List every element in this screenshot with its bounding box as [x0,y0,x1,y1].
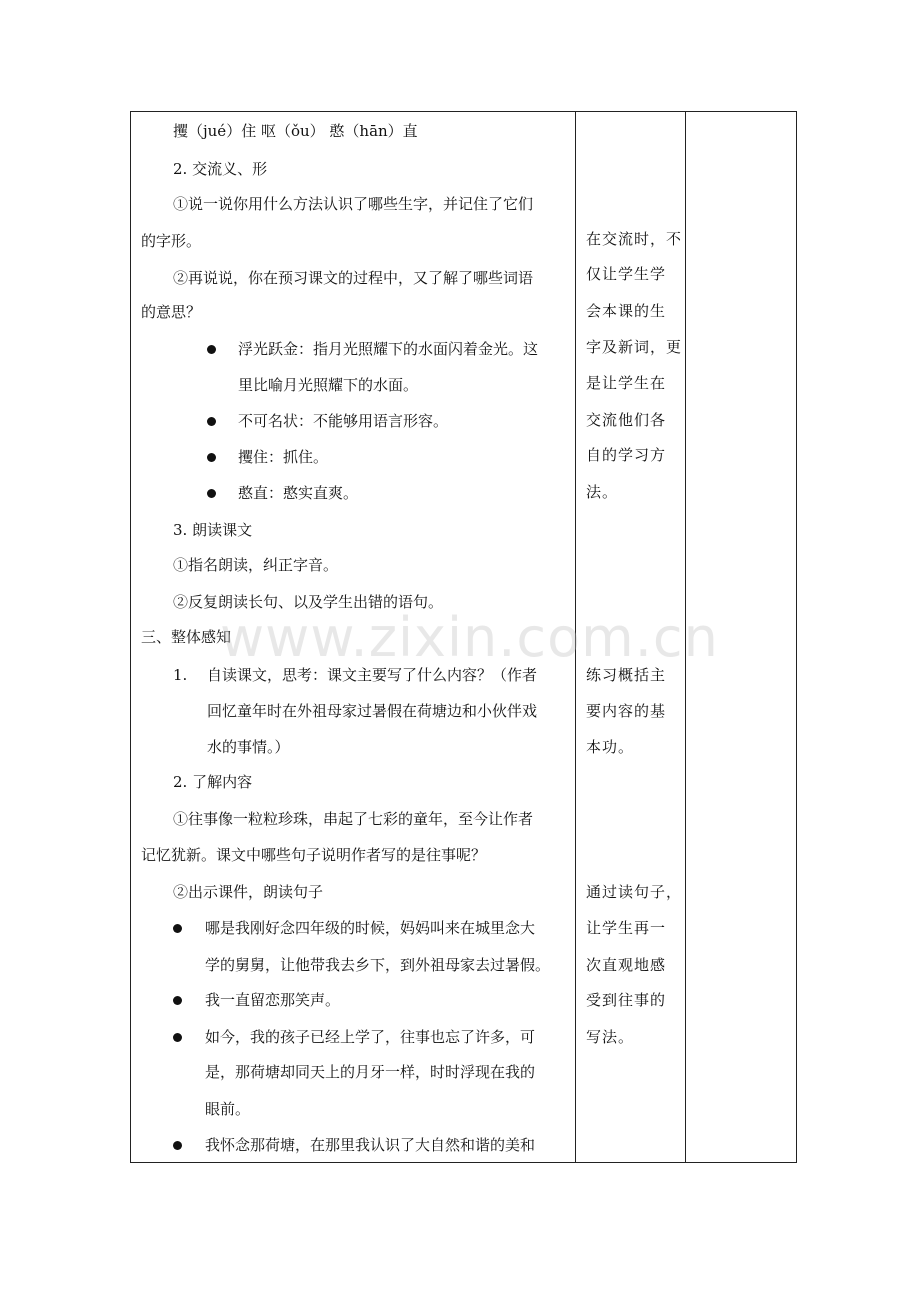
sentence-1-line-1: 哪是我刚好念四年级的时候，妈妈叫来在城里念大 [205,919,536,937]
note-3-line-5: 写法。 [586,1028,635,1046]
bullet-icon [207,345,216,354]
task-1-line-2: 回忆童年时在外祖母家过暑假在荷塘边和小伙伴戏 [207,702,538,720]
question-1-line-1: ①说一说你用什么方法认识了哪些生字，并记住了它们 [173,195,534,213]
sentence-2: 我一直留恋那笑声。 [205,991,341,1009]
note-1-line-2: 仅让学生学 [586,265,667,283]
question-2-line-2: 的意思？ [141,303,202,321]
note-1-line-7: 自的学习方 [586,446,667,464]
note-2-line-1: 练习概括主 [586,666,667,684]
note-1-line-5: 是让学生在 [586,374,667,392]
bullet-icon [173,1033,182,1042]
note-3-line-3: 次直观地感 [586,956,667,974]
sentence-1-line-2: 学的舅舅，让他带我去乡下，到外祖母家去过暑假。 [205,956,551,974]
sentence-3-line-2: 是，那荷塘却同天上的月牙一样，时时浮现在我的 [205,1063,536,1081]
sentence-4-line-1: 我怀念那荷塘，在那里我认识了大自然和谐的美和 [205,1136,536,1154]
step-2-title: 2. 交流义、形 [173,160,268,178]
note-2-line-2: 要内容的基 [586,702,667,720]
note-1-line-8: 法。 [586,483,619,501]
bullet-icon [207,417,216,426]
task-2-question-line-2: 记忆犹新。课文中哪些句子说明作者写的是往事呢？ [141,846,487,864]
note-1-line-3: 会本课的生 [586,302,667,320]
bullet-icon [207,453,216,462]
task-1-line-1: 自读课文，思考：课文主要写了什么内容？（作者 [207,666,538,684]
bullet-icon [173,924,182,933]
bullet-icon [173,1141,182,1150]
task-2-show-slides: ②出示课件，朗读句子 [173,883,324,901]
step-3-item-1: ①指名朗读，纠正字音。 [173,556,339,574]
task-2-title: 2. 了解内容 [173,773,253,791]
note-2-line-3: 本功。 [586,738,635,756]
step-3-item-2: ②反复朗读长句、以及学生出错的语句。 [173,593,444,611]
definition-1-line-1: 浮光跃金：指月光照耀下的水面闪着金光。这 [238,340,539,358]
definition-4: 憨直：憨实直爽。 [238,484,359,502]
definition-3: 攫住：抓住。 [238,448,329,466]
definition-1-line-2: 里比喻月光照耀下的水面。 [238,376,419,394]
section-3-heading: 三、整体感知 [141,628,232,646]
task-1-number: 1. [173,666,188,684]
question-2-line-1: ②再说说，你在预习课文的过程中，又了解了哪些词语 [173,269,534,287]
sentence-3-line-3: 眼前。 [205,1100,251,1118]
definition-2: 不可名状：不能够用语言形容。 [238,412,449,430]
note-3-line-1: 通过读句子， [586,883,683,901]
pinyin-line: 攫（jué）住 呕（ǒu） 憨（hān）直 [173,122,418,140]
task-2-question-line-1: ①往事像一粒粒珍珠，串起了七彩的童年，至今让作者 [173,810,534,828]
note-1-line-6: 交流他们各 [586,411,667,429]
note-3-line-4: 受到往事的 [586,991,667,1009]
bullet-icon [173,996,182,1005]
note-3-line-2: 让学生再一 [586,919,667,937]
task-1-line-3: 水的事情。） [207,738,290,756]
note-1-line-4: 字及新词，更 [586,338,683,356]
bullet-icon [207,489,216,498]
note-1-line-1: 在交流时，不 [586,230,683,248]
question-1-line-2: 的字形。 [141,232,202,250]
watermark: www.zixin.com.cn [220,606,719,669]
sentence-3-line-1: 如今，我的孩子已经上学了，往事也忘了许多，可 [205,1028,536,1046]
step-3-title: 3. 朗读课文 [173,521,253,539]
